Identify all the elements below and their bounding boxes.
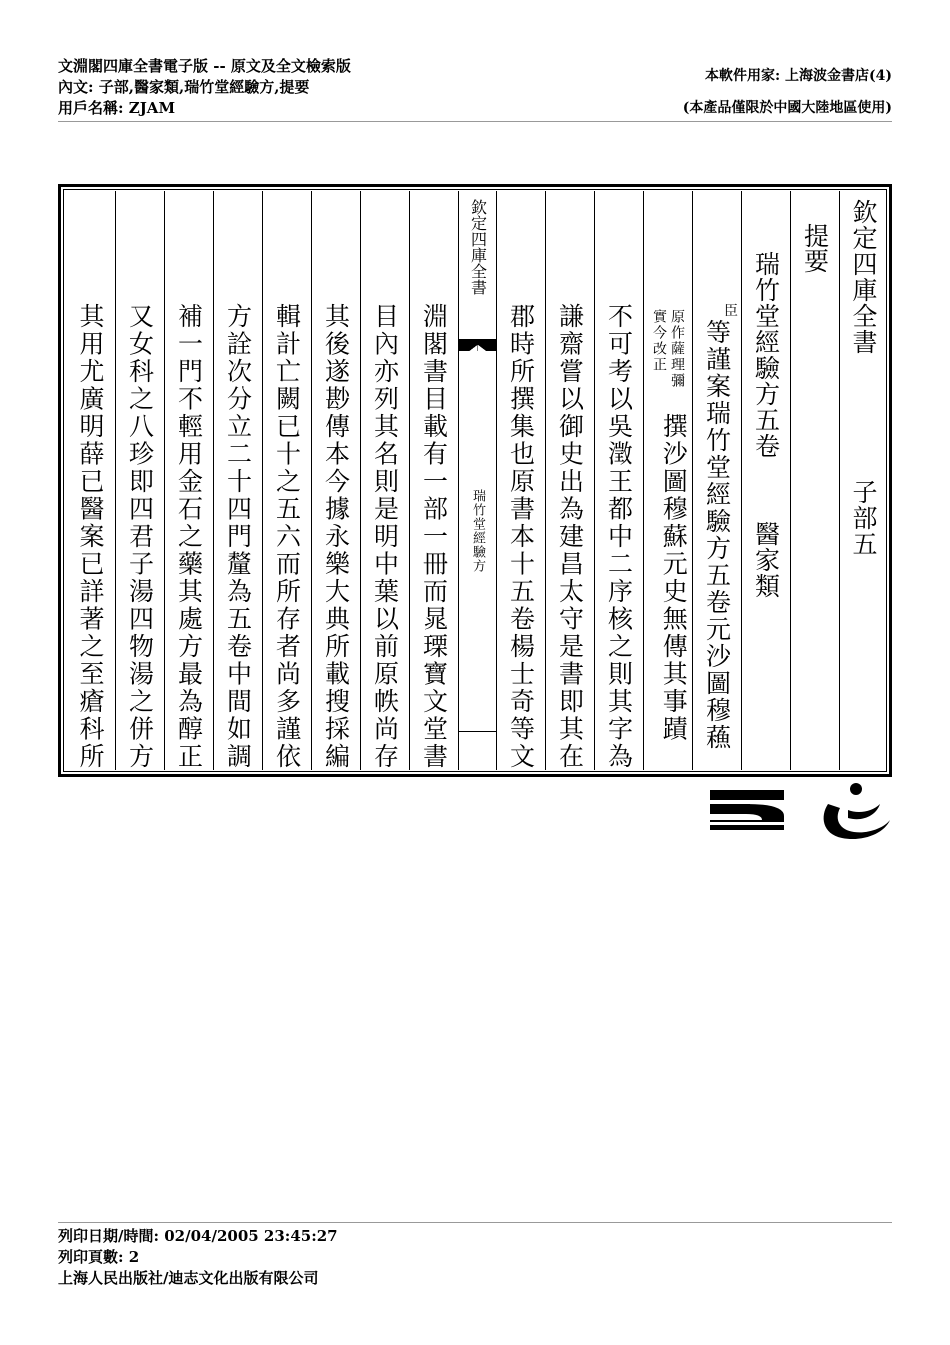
dizhi-logo-icon [818, 782, 894, 844]
category-label: 醫家類 [751, 521, 781, 599]
fold-book-title: 欽定四庫全書 [468, 199, 488, 295]
text-column-15: 又女科之八珍即四君子湯四物湯之併方 [125, 303, 155, 771]
column-8 [496, 191, 545, 770]
column-3 [741, 191, 790, 770]
header-right [683, 60, 892, 124]
footer [58, 1226, 338, 1289]
column-11 [311, 191, 360, 770]
column-1 [839, 191, 887, 770]
center-fold [458, 191, 496, 770]
header-licensee: 本軟件用家: 上海波金書店(4) [704, 68, 892, 84]
column-15 [115, 191, 164, 770]
column-6 [594, 191, 643, 770]
column-13 [213, 191, 262, 770]
header-region-note: (本產品僅限於中國大陸地區使用) [682, 100, 892, 116]
header-user-name: 用戶名稱: ZJAM [58, 99, 176, 117]
annotation-b: 實今改正 [651, 309, 667, 373]
text-column-4: 等謹案瑞竹堂經驗方五卷元沙圖穆蘓 [702, 319, 732, 751]
column-14 [164, 191, 213, 770]
annotation-a: 原作薩理彌 [669, 309, 685, 389]
text-column-8: 郡時所撰集也原書本十五卷楊士奇等文 [506, 303, 536, 771]
publisher-logo-icon [706, 782, 788, 838]
text-column-14: 補一門不輕用金石之藥其處方最為醇正 [174, 303, 204, 771]
text-column-9: 淵閣書目載有一部一冊而晁瑮寶文堂書 [419, 303, 449, 771]
text-column-11: 其後遂尠傳本今據永樂大典所載搜採編 [321, 303, 351, 771]
header-content-path: 內文: 子部,醫家類,瑞竹堂經驗方,提要 [58, 78, 310, 96]
text-column-13: 方詮次分立二十四門釐為五卷中間如調 [223, 303, 253, 771]
section-label: 子部五 [849, 479, 878, 557]
column-16 [66, 191, 115, 770]
column-4 [692, 191, 741, 770]
tiyao-heading: 提要 [800, 223, 830, 273]
fold-bottom-line [459, 731, 496, 732]
header-title: 文淵閣四庫全書電子版 -- 原文及全文檢索版 [58, 57, 351, 75]
header-left [58, 56, 351, 119]
footer-rule [58, 1222, 892, 1223]
text-column-12: 輯計亡闕已十之五六而所存者尚多謹依 [272, 303, 302, 771]
text-column-16: 其用尤廣明薛已醫案已詳著之至瘡科所 [76, 303, 105, 771]
text-column-6: 不可考以吳澂王都中二序核之則其字為 [604, 303, 634, 771]
fold-work-title: 瑞竹堂經驗方 [470, 489, 485, 573]
column-2 [790, 191, 839, 770]
column-12 [262, 191, 311, 770]
chen-annotation: 臣 [722, 303, 738, 317]
print-datetime: 列印日期/時間: 02/04/2005 23:45:27 [58, 1227, 338, 1245]
text-column-5: 撰沙圖穆蘇元史無傳其事蹟 [659, 413, 689, 743]
text-column-10: 目內亦列其名則是明中葉以前原帙尚存 [370, 303, 400, 771]
header-rule [58, 121, 892, 122]
book-title: 欽定四庫全書 [849, 199, 878, 355]
publisher-line: 上海人民出版社/迪志文化出版有限公司 [58, 1269, 319, 1287]
column-10 [360, 191, 409, 770]
text-column-7: 謙齋嘗以御史出為建昌太守是書即其在 [555, 303, 585, 771]
fishtail-mark [459, 339, 496, 351]
page-frame [58, 184, 892, 777]
column-7 [545, 191, 594, 770]
column-9 [409, 191, 458, 770]
column-5 [643, 191, 692, 770]
print-page-count: 列印頁數: 2 [58, 1248, 140, 1266]
work-title: 瑞竹堂經驗方五卷 [751, 251, 781, 459]
